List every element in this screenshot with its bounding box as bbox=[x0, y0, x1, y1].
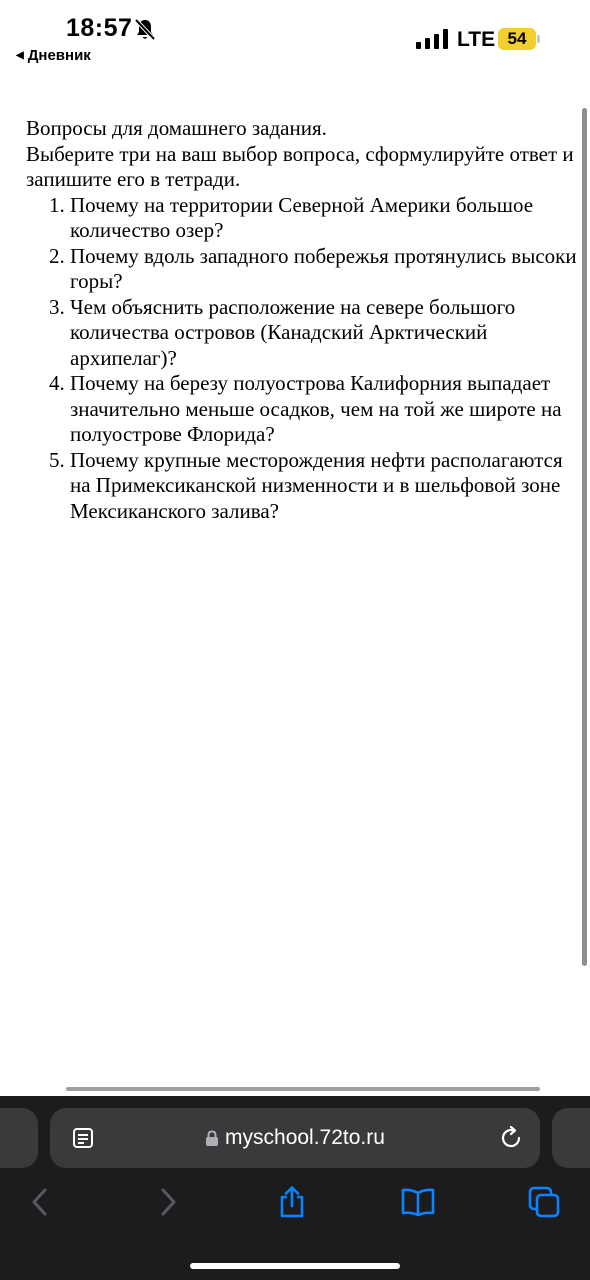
question-list bbox=[26, 193, 586, 525]
back-icon bbox=[30, 1187, 50, 1217]
question-item: 2. Почему вдоль западного побережья протянулись высоки горы? bbox=[70, 244, 586, 295]
share-button[interactable] bbox=[274, 1184, 310, 1220]
url-field[interactable] bbox=[50, 1108, 540, 1168]
question-item: 4. Почему на березу полуострова Калифорния выпадает значительно меньше осадков, чем на той же широте на полуострове Флорида? bbox=[70, 371, 586, 448]
lock-icon bbox=[205, 1130, 219, 1147]
next-tab-peek[interactable] bbox=[552, 1108, 590, 1168]
forward-icon bbox=[158, 1187, 178, 1217]
back-to-app-link[interactable] bbox=[16, 47, 91, 64]
battery-cap bbox=[537, 35, 540, 43]
status-time: 18:57 bbox=[66, 14, 133, 42]
url-text: myschool.72to.ru bbox=[225, 1126, 385, 1149]
battery-level: 54 bbox=[507, 29, 527, 48]
bookmarks-icon bbox=[400, 1187, 436, 1217]
intro-line-2: Выберите три на ваш выбор вопроса, сформулируйте ответ и запишите его в тетради. bbox=[26, 141, 574, 191]
document-content bbox=[26, 116, 586, 524]
back-button[interactable] bbox=[22, 1184, 58, 1220]
share-icon bbox=[277, 1185, 307, 1219]
back-triangle-icon: ◀ bbox=[16, 50, 24, 61]
toolbar-divider bbox=[66, 1087, 540, 1091]
bookmarks-button[interactable] bbox=[400, 1184, 436, 1220]
previous-tab-peek[interactable] bbox=[0, 1108, 38, 1168]
bell-muted-icon bbox=[134, 18, 156, 42]
address-bar[interactable] bbox=[50, 1108, 540, 1168]
tabs-icon bbox=[527, 1185, 561, 1219]
intro-line-1: Вопросы для домашнего задания. bbox=[26, 116, 327, 140]
status-bar bbox=[0, 0, 590, 75]
question-item: 1. Почему на территории Северной Америки большое количество озер? bbox=[70, 193, 586, 244]
browser-toolbar bbox=[0, 1096, 590, 1280]
network-type: LTE bbox=[457, 28, 496, 51]
tabs-button[interactable] bbox=[526, 1184, 562, 1220]
battery-indicator bbox=[498, 28, 536, 50]
forward-button[interactable] bbox=[150, 1184, 186, 1220]
reload-icon[interactable] bbox=[499, 1126, 523, 1150]
question-item: 5. Почему крупные месторождения нефти располагаются на Примексиканской низменности и в шельфовой зоне Мексиканского залива? bbox=[70, 448, 586, 525]
question-item: 3. Чем объяснить расположение на севере большого количества островов (Канадский Арктический архипелаг)? bbox=[70, 295, 586, 372]
back-app-label: Дневник bbox=[27, 47, 91, 64]
cellular-signal-icon bbox=[416, 29, 448, 49]
home-indicator[interactable] bbox=[190, 1263, 400, 1269]
scroll-indicator[interactable] bbox=[582, 108, 587, 966]
